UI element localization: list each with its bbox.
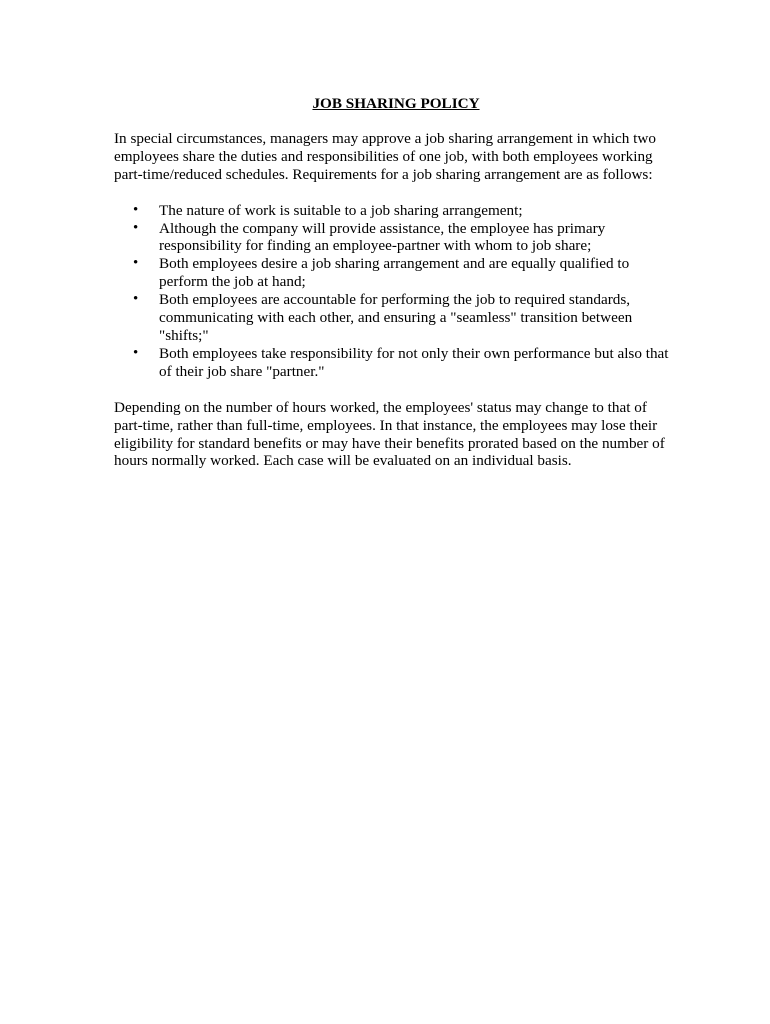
document-page — [114, 95, 674, 470]
list-item-text: Both employees take responsibility for not only their own performance but also that of their job share "partner." — [159, 344, 669, 380]
list-item — [114, 220, 674, 256]
closing-paragraph: Depending on the number of hours worked, the employees' status may change to that of part-time, rather than full-time, employees. In that instance, the employees may lose their eligibility for standard benefits or may have their benefits prorated based on the number of hours normally worked. Each case will be evaluated on an individual basis. — [114, 398, 665, 470]
list-item — [114, 202, 674, 220]
bullet-icon: • — [133, 255, 139, 272]
bullet-icon: • — [133, 344, 139, 361]
list-item — [114, 255, 674, 291]
requirements-list — [114, 202, 674, 381]
bullet-icon: • — [133, 219, 139, 236]
intro-paragraph: In special circumstances, managers may approve a job sharing arrangement in which two employees share the duties and responsibilities of one job, with both employees working part-time/reduced schedules. Requirements for a job sharing arrangement are as follows: — [114, 129, 656, 183]
list-item-text: The nature of work is suitable to a job sharing arrangement; — [159, 201, 523, 219]
list-item-text: Both employees are accountable for performing the job to required standards, communicating with each other, and ensuring a "seamless" transition between "shifts;" — [159, 291, 633, 344]
bullet-icon: • — [133, 291, 139, 308]
bullet-icon: • — [133, 201, 139, 218]
list-item-text: Although the company will provide assistance, the employee has primary responsibility for finding an employee-partner with whom to job share; — [159, 219, 606, 255]
list-item — [114, 345, 674, 381]
list-item-text: Both employees desire a job sharing arrangement and are equally qualified to perform the job at hand; — [159, 255, 630, 291]
list-item — [114, 291, 674, 345]
document-title: JOB SHARING POLICY — [312, 95, 480, 112]
